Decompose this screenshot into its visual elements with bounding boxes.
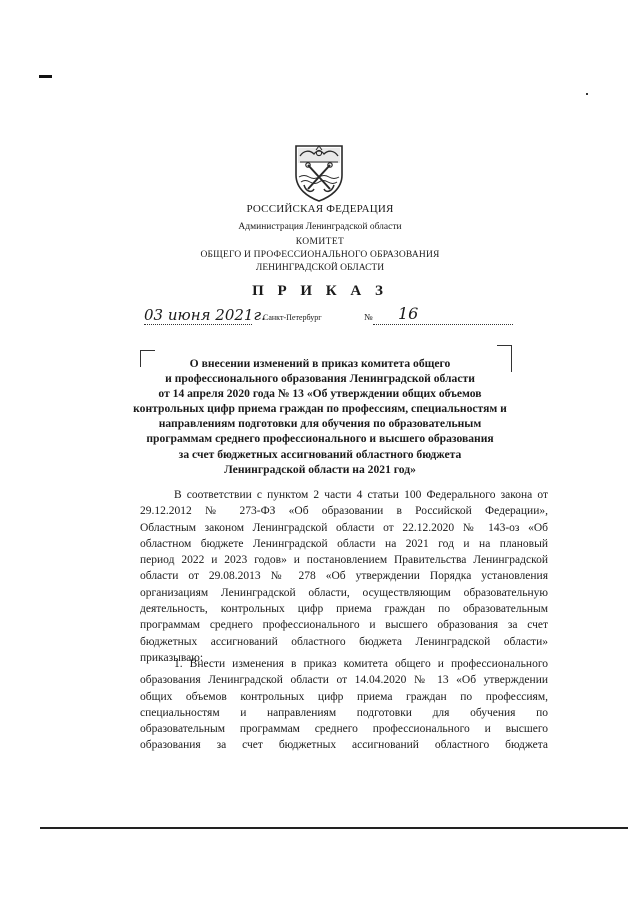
- text-line: 1. Внести изменения в приказ комитета общего и профессионального: [174, 658, 548, 670]
- clause-1-paragraph: [140, 656, 548, 754]
- order-date-handwritten: 03 июня 2021г.: [144, 306, 266, 324]
- document-type-heading: П Р И К А З: [252, 283, 388, 299]
- order-title: [100, 356, 540, 477]
- text-line: программам среднего профессионального и высшего образования за счет: [140, 619, 548, 632]
- administration-heading: Администрация Ленинградской области: [238, 222, 402, 232]
- bottom-scan-rule: [40, 827, 628, 829]
- text-line: организациям Ленинградской области, осуществляющим образовательную: [140, 586, 548, 599]
- text-line: образования Ленинградской области от 14.04.2020 № 13 «Об утверждении: [140, 674, 548, 687]
- region-heading: ЛЕНИНГРАДСКОЙ ОБЛАСТИ: [255, 263, 385, 273]
- text-line: образования за счет бюджетных ассигнований областного бюджета: [140, 739, 548, 752]
- number-underline: [373, 324, 513, 325]
- text-line: общих объемов контрольных цифр приема граждан по профессиям,: [140, 690, 548, 703]
- scan-mark: [39, 75, 52, 78]
- committee-name-heading: ОБЩЕГО И ПРОФЕССИОНАЛЬНОГО ОБРАЗОВАНИЯ: [200, 250, 440, 260]
- text-line: бюджетных ассигнований областного бюджета Ленинградской области»: [140, 635, 548, 648]
- title-line: от 14 апреля 2020 года № 13 «Об утверждении общих объемов: [158, 387, 482, 401]
- text-line: образовательным программам среднего профессионального и высшего: [140, 723, 548, 736]
- text-line: специальностям и направлениям подготовки для обучения по: [140, 706, 548, 719]
- text-line: деятельность, контрольных цифр приема граждан по образовательным: [140, 603, 548, 616]
- text-line: областном бюджете Ленинградской области на 2021 год и на плановый: [140, 537, 548, 550]
- order-number-handwritten: 16: [398, 304, 419, 323]
- text-line: В соответствии с пунктом 2 части 4 статьи 100 Федерального закона от: [174, 489, 548, 501]
- order-place: Санкт-Петербург: [263, 313, 322, 322]
- number-sign: №: [364, 312, 373, 322]
- title-line: О внесении изменений в приказ комитета общего: [189, 357, 451, 370]
- committee-heading: КОМИТЕТ: [295, 237, 345, 247]
- text-line: период 2022 и 2023 годов» и постановлением Правительства Ленинградской: [140, 554, 548, 567]
- date-underline: [144, 324, 252, 325]
- title-line: контрольных цифр приема граждан по профессиям, специальностям и: [133, 402, 507, 416]
- coat-of-arms-icon: [290, 141, 348, 203]
- scan-dot: [586, 93, 588, 95]
- text-line: области от 29.08.2013 № 278 «Об утверждении Порядка установления: [140, 570, 548, 583]
- text-line: Областным законом Ленинградской области от 22.12.2020 № 143-оз «Об: [140, 521, 548, 534]
- title-line: программам среднего профессионального и высшего образования: [146, 432, 494, 446]
- text-line: 29.12.2012 № 273-ФЗ «Об образовании в Российской Федерации»,: [140, 505, 548, 518]
- text-line: приказываю:: [140, 651, 204, 664]
- title-line: направлениям подготовки для обучения по образовательным: [158, 417, 482, 431]
- federation-heading: РОССИЙСКАЯ ФЕДЕРАЦИЯ: [246, 203, 394, 215]
- preamble-paragraph: [140, 487, 548, 666]
- title-line: Ленинградской области на 2021 год»: [224, 462, 416, 476]
- title-line: и профессионального образования Ленинградской области: [165, 372, 475, 386]
- title-line: за счет бюджетных ассигнований областного бюджета: [178, 447, 462, 461]
